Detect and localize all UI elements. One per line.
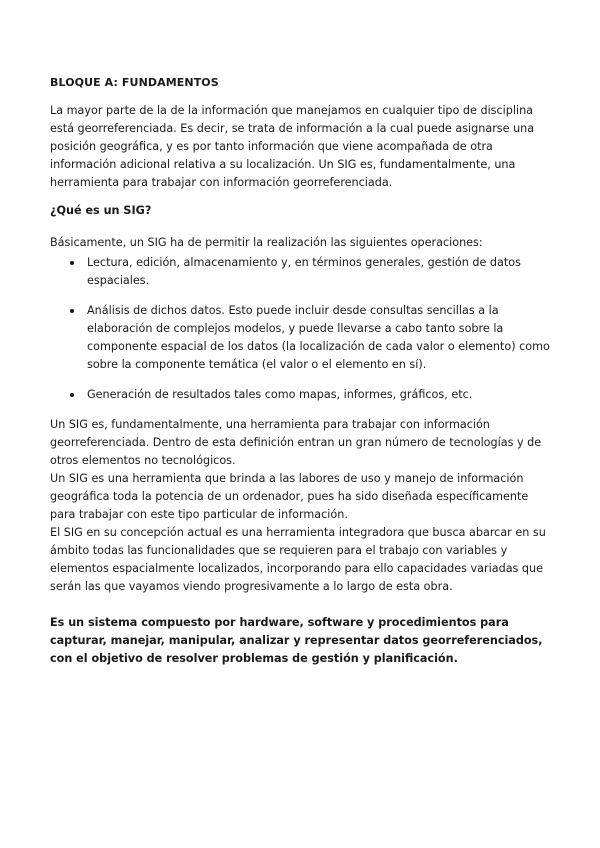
body-paragraph: Un SIG es, fundamentalmente, una herramienta para trabajar con información georreferenciada. Dentro de esta definición entran un gran número de tecnologías y de otros elementos no tecnológicos. <box>50 418 542 467</box>
operations-intro: Básicamente, un SIG ha de permitir la realización las siguientes operaciones: <box>50 236 483 249</box>
list-item: Análisis de dichos datos. Esto puede incluir desde consultas sencillas a la elaboración de complejos modelos, y puede llevarse a cabo tanto sobre la componente espacial de los datos (la localización de cada valor o elemento) como sobre la componente temática (el valor o el elemento en sí). <box>87 302 550 374</box>
list-item: Generación de resultados tales como mapas, informes, gráficos, etc. <box>87 386 550 404</box>
body-paragraph: El SIG en su concepción actual es una herramienta integradora que busca abarcar en su ámbito todas las funcionalidades que se requieren para el trabajo con variables y elementos espacialmente localizados, incorporando para ello capacidades variadas que serán las que vayamos viendo progresivamente a lo largo de esta obra. <box>50 526 546 593</box>
question-heading: ¿Qué es un SIG? <box>50 204 152 217</box>
document-page <box>50 74 550 668</box>
definition-paragraph: Es un sistema compuesto por hardware, software y procedimientos para capturar, manejar, manipular, analizar y representar datos georreferenciados, con el objetivo de resolver problemas de gestión y planificación. <box>50 616 543 665</box>
body-paragraph: Un SIG es una herramienta que brinda a las labores de uso y manejo de información geográfica toda la potencia de un ordenador, pues ha sido diseñada específicamente para trabajar con este tipo particular de información. <box>50 472 529 521</box>
section-heading: BLOQUE A: FUNDAMENTOS <box>50 76 219 89</box>
operations-list <box>50 254 550 404</box>
intro-paragraph: La mayor parte de la de la información que manejamos en cualquier tipo de disciplina está georreferenciada. Es decir, se trata de información a la cual puede asignarse una posición geográfica, y es por tanto información que viene acompañada de otra información adicional relativa a su localización. Un SIG es, fundamentalmente, una herramienta para trabajar con información georreferenciada. <box>50 104 535 189</box>
list-item: Lectura, edición, almacenamiento y, en términos generales, gestión de datos espaciales. <box>87 254 550 290</box>
